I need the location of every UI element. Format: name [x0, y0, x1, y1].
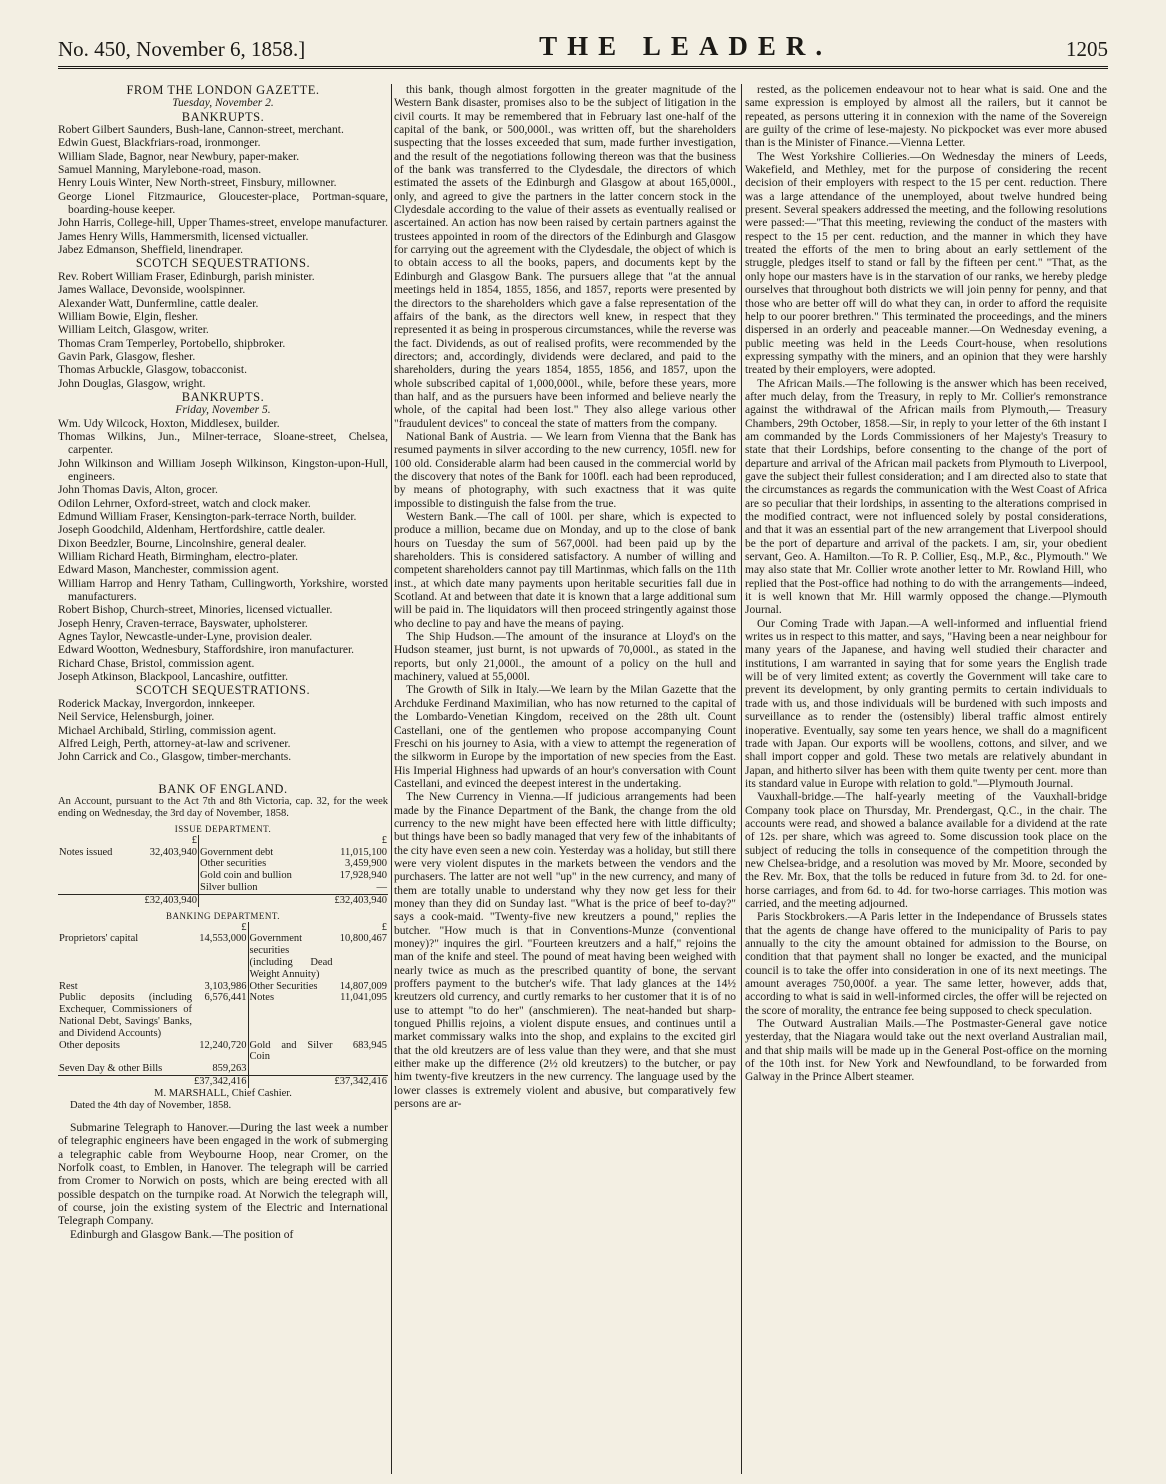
- gazette-entry: Neil Service, Helensburgh, joiner.: [58, 711, 215, 724]
- currency-symbol: £: [381, 921, 387, 933]
- gazette-entry: Rev. Robert William Fraser, Edinburgh, parish minister.: [58, 270, 315, 283]
- column-3-articles: [745, 84, 1107, 1085]
- account-value: 3,103,986: [204, 980, 247, 992]
- article-paragraph: Paris Stockbrokers.—A Paris letter in the Independance of Brussels states that the agents de change have offered to the municipality of Paris to pay annually to the city the amount obtained for admission to the Bourse, on condition that that payment shall no longer be exacted, and the municipal council is to take the offer into consideration in one of its next meetings. The amount averages 750,000f. a year. The same letter, however, adds that, according to what is said in well-informed circles, the offer will be rejected on the score of morality, the entrance fee being supposed to check speculation.: [745, 911, 1107, 1017]
- table-row: [58, 870, 388, 882]
- gazette-entry: Gavin Park, Glasgow, flesher.: [58, 350, 196, 363]
- article-paragraph: rested, as the policemen endeavour not to hear what is said. One and the same expression is employed by almost all the railers, but it cannot be repeated, as persons uttering it in connexion with the name of the Sovereign are guilty of the crime of lese-majesty. No pickpocket was ever more abused than is the Minister of Finance.—Vienna Letter.: [745, 84, 1107, 150]
- article-paragraph: Vauxhall-bridge.—The half-yearly meeting of the Vauxhall-bridge Company took place on Thursday, Mr. Prendergast, Q.C., in the chair. The accounts were read, and showed a balance available for a dividend at the rate of 12s. per share, which was agreed to. Some discussion took place on the subject of reducing the tolls in consequence of the competition through the new Chelsea-bridge, and a resolution was moved by Mr. Moore, seconded by the Rev. Mr. Box, that the tolls be reduced in future from 3d. to 2d. for one-horse carriages, and from 6d. to 4d. for two-horse carriages. This motion was carried, and the meeting adjourned.: [745, 791, 1107, 910]
- gazette-entry: Edward Mason, Manchester, commission agent.: [58, 564, 279, 577]
- gazette-entry: Edward Wootton, Wednesbury, Staffordshire, iron manufacturer.: [58, 644, 355, 657]
- gazette-entry: William Harrop and Henry Tatham, Cullingworth, Yorkshire, worsted manufacturers.: [58, 577, 388, 604]
- account-label: Notes: [248, 992, 333, 1039]
- table-row: [58, 858, 388, 870]
- scotch-list: [58, 271, 388, 391]
- spacer: [198, 894, 318, 906]
- article-paragraph: The Ship Hudson.—The amount of the insurance at Lloyd's on the Hudson steamer, just burnt, is not upwards of 70,000l., as stated in the reports, but only 21,000l., the amount of a policy on the hull and machinery, valued at 55,000l.: [394, 631, 736, 684]
- account-label: [248, 1063, 333, 1075]
- account-label: Rest: [59, 980, 78, 992]
- account-label: Public deposits (including Exchequer, Commissioners of National Debt, Savings' Banks, and Dividend Accounts): [59, 992, 193, 1039]
- total-row: [58, 1076, 388, 1088]
- article-paragraph: The West Yorkshire Collieries.—On Wednesday the miners of Leeds, Wakefield, and Methley, met for the purpose of considering the recent decision of their employers with respect to the 15 per cent. reduction. There was a large attendance of the unemployed, about twelve hundred being present. Several speakers addressed the meeting, and the following resolutions were passed:—"That this meeting, reviewing the conduct of the masters with respect to the 15 per cent. reduction, and the manner in which they have treated the efforts of the men to bring about an early settlement of the struggle, pledges itself to stand or fall by the fifteen per cent." "That, as the only hope our masters have is in the starvation of our ranks, we hereby pledge ourselves that throughout both districts we will join penny for penny, and that those who are better off will do what they can, in order to afford the requisite help to our poorer brethren." This terminated the proceedings, and the miners dispersed in an orderly and peaceable manner.—On Wednesday evening, a public meeting was held in the Leeds Court-house, when resolutions expressing sympathy with the miners, and an opinion that they were harshly treated by their employers, were adopted.: [745, 150, 1107, 377]
- page-number: 1205: [1066, 37, 1108, 61]
- table-row: [58, 882, 388, 894]
- gazette-entry: Robert Gilbert Saunders, Bush-lane, Cannon-street, merchant.: [58, 124, 344, 137]
- spacer: [58, 894, 128, 906]
- bankrupts-heading: BANKRUPTS.: [181, 389, 265, 404]
- account-value: 17,928,940: [339, 870, 387, 882]
- bank-of-england-heading: BANK OF ENGLAND.: [158, 781, 288, 796]
- article-paragraph: The Outward Australian Mails.—The Postmaster-General gave notice yesterday, that the Niagara would take out the next overland Australian mail, and that ship mails will be made up in the General Post-office on the morning of the 10th inst. for New York and Newfoundland, to be forwarded from Galway in the Prince Albert steamer.: [745, 1018, 1107, 1084]
- issue-department-table: [58, 835, 388, 907]
- gazette-entry: Samuel Manning, Marylebone-road, mason.: [58, 164, 262, 177]
- gazette-heading: FROM THE LONDON GAZETTE.: [126, 84, 320, 97]
- gazette-entry: Michael Archibald, Stirling, commission agent.: [58, 724, 277, 737]
- spacer: [198, 835, 318, 847]
- spacer: [248, 922, 333, 934]
- article-paragraph: Western Bank.—The call of 100l. per share, which is expected to produce a million, became due on Monday, and up to the close of bank hours on Tuesday the sum of 567,000l. had been paid up by the shareholders. This is considered satisfactory. A number of willing and competent shareholders cannot pay till Martinmas, which falls on the 11th inst., at which date many payments upon heritable securities fall due in Scotland. At and between that date it is known that a large additional sum will be paid in. The liquidators will then proceed stringently against those who decline to pay and have the means of paying.: [394, 511, 736, 630]
- gazette-date: Tuesday, November 2.: [172, 97, 274, 110]
- account-total: £32,403,940: [128, 894, 198, 906]
- account-value: 11,041,095: [340, 992, 387, 1004]
- gazette-entry: Alfred Leigh, Perth, attorney-at-law and scrivener.: [58, 737, 291, 750]
- column-rule: [391, 84, 392, 1474]
- gazette-entry: William Bowie, Elgin, flesher.: [58, 310, 199, 323]
- banking-department-table: [58, 922, 388, 1088]
- table-row: [58, 933, 388, 980]
- gazette-entry: William Leitch, Glasgow, writer.: [58, 324, 209, 337]
- currency-symbol: £: [241, 921, 247, 933]
- spacer: [58, 1076, 193, 1088]
- spacer: [248, 1076, 333, 1088]
- gazette-entry: Robert Bishop, Church-street, Minories, licensed victualler.: [58, 604, 333, 617]
- account-value: [128, 870, 198, 882]
- article-paragraph: National Bank of Austria. — We learn from Vienna that the Bank has resumed payments in silver according to the new currency, 105fl. new for 100 old. Considerable alarm had been caused in the commercial world by the discovery that notes of the Bank for 100fl. each had been reproduced, by means of photography, with such exactness that it was quite impossible to distinguish the false from the true.: [394, 430, 736, 510]
- account-value: [128, 882, 198, 894]
- scotch-list: [58, 698, 388, 765]
- gazette-entry: Edmund William Fraser, Kensington-park-terrace North, builder.: [58, 511, 357, 523]
- account-label: [58, 870, 128, 882]
- account-label: Seven Day & other Bills: [59, 1063, 163, 1075]
- account-value: 3,459,900: [345, 858, 387, 870]
- table-row: [58, 1063, 388, 1075]
- account-label: [58, 882, 128, 894]
- scotch-heading: SCOTCH SEQUESTRATIONS.: [135, 683, 311, 698]
- account-label: Government securities (including Dead Weight Annuity): [249, 933, 333, 980]
- account-label: Other securities: [198, 858, 318, 870]
- account-label: Proprietors' capital: [59, 933, 139, 945]
- gazette-entry: James Wallace, Devonside, woolspinner.: [58, 284, 246, 297]
- bankrupts-list: [58, 418, 388, 685]
- gazette-entry: John Harris, College-hill, Upper Thames-street, envelope manufacturer.: [58, 217, 388, 230]
- gazette-date: Friday, November 5.: [175, 404, 271, 417]
- page-header: [58, 26, 1108, 69]
- account-value: 14,553,000: [199, 933, 247, 945]
- account-value: 6,576,441: [204, 992, 247, 1004]
- gazette-entry: Henry Louis Winter, New North-street, Finsbury, millowner.: [58, 177, 337, 190]
- account-label: Gold coin and bullion: [198, 870, 318, 882]
- article-paragraph: The Growth of Silk in Italy.—We learn by the Milan Gazette that the Archduke Ferdinand Maximilian, who has now returned to the capital of the Lombardo-Venetian Kingdom, received on the 28th ult. Count Castellani, one of the gentlemen who propose accompanying Count Freschi on his journey to Asia, with a view to attempt the regeneration of the silkworm in Europe by the importation of new species from the East. His Imperial Highness had upwards of an hour's conversation with Count Castellani, and evinced the deepest interest in the undertaking.: [394, 684, 736, 790]
- article-paragraph: this bank, though almost forgotten in the greater magnitude of the Western Bank disaster, promises also to be the subject of litigation in the civil courts. It may be remembered that in February last one-half of the capital of the bank, or 500,000l., was written off, but the shareholders suspecting that the losses exceeded that sum, made further investigation, and the result of the negotiations following thereon was that the business of the bank was transferred to the Clydesdale, the directors of which estimated the assets of the Edinburgh and Glasgow at about 165,000l., only, and agreed to give the partners in the latter concern stock in the Clydesdale according to the value of their assets as eventually realised or ascertained. An action has now been raised by certain partners against the trustees appointed in room of the directors of the Edinburgh and Glasgow for carrying out the agreement with the Clydesdale, the object of which is to obtain access to all the books, papers, and documents kept by the Edinburgh and Glasgow Bank. The pursuers allege that "at the annual meetings held in 1854, 1855, 1856, and 1857, reports were presented by the directors to the shareholders which gave a false representation of the affairs of the bank, as the directors well knew, in respect that they represented it as being in prosperous circumstances, while the reverse was the fact. Dividends, as out of realised profits, were recommended by the directors; and, accordingly, dividends were declared, and paid to the shareholders, during the years 1854, 1855, 1856, and 1857, upon the whole subscribed capital of 1,000,000l., while, before these years, more than half, and as the pursuers have been informed and believe nearly the whole, of the capital had been lost." They also allege various other "fraudulent devices" to conceal the state of matters from the company.: [394, 84, 736, 430]
- account-label: Other deposits: [59, 1039, 120, 1051]
- gazette-entry: Wm. Udy Wilcock, Hoxton, Middlesex, builder.: [58, 417, 280, 430]
- gazette-entry: Odilon Lehrner, Oxford-street, watch and clock maker.: [58, 497, 311, 510]
- article-submarine-telegraph: Submarine Telegraph to Hanover.—During the last week a number of telegraphic engineers have been engaged in the work of submerging a telegraphic cable from Weybourne Hoop, near Cromer, on the Norfolk coast, to Emblen, in Hanover. The telegraph will be carried from Cromer to Norwich on posts, which are being erected with all possible despatch on the turnpike road. At Norwich the telegraph will, of course, join the existing system of the Electric and International Telegraph Company.: [58, 1121, 388, 1228]
- total-row: [58, 894, 388, 906]
- account-label: Notes issued: [59, 846, 113, 858]
- account-total: £37,342,416: [194, 1076, 247, 1088]
- account-value: 14,807,009: [339, 980, 387, 992]
- column-rule: [741, 84, 742, 1474]
- account-label: Gold and Silver Coin: [249, 1039, 333, 1063]
- gazette-entry: Agnes Taylor, Newcastle-under-Lyne, provision dealer.: [58, 631, 313, 644]
- column-2-articles: [394, 84, 736, 1111]
- gazette-entry: James Henry Wills, Hammersmith, licensed victualler.: [58, 230, 309, 243]
- banking-department-heading: BANKING DEPARTMENT.: [166, 910, 280, 921]
- dated-line: Dated the 4th day of November, 1858.: [70, 1099, 232, 1111]
- spacer: [58, 835, 128, 847]
- account-label: Silver bullion: [198, 882, 318, 894]
- account-value: 10,800,467: [339, 933, 387, 945]
- gazette-entry: Joseph Henry, Craven-terrace, Bayswater, upholsterer.: [58, 617, 308, 630]
- gazette-entry: Joseph Goodchild, Aldenham, Hertfordshire, cattle dealer.: [58, 524, 326, 537]
- gazette-entry: George Lionel Fitzmaurice, Gloucester-place, Portman-square, boarding-house keeper.: [58, 190, 388, 217]
- gazette-entry: Alexander Watt, Dunfermline, cattle dealer.: [58, 297, 259, 310]
- account-total: £37,342,416: [334, 1076, 387, 1088]
- gazette-entry: William Richard Heath, Birmingham, electro-plater.: [58, 551, 299, 564]
- account-value: 859,263: [212, 1063, 247, 1075]
- bank-account-intro: An Account, pursuant to the Act 7th and 8th Victoria, cap. 32, for the week ending on Wednesday, the 3rd day of November, 1858.: [58, 795, 388, 819]
- table-row: [58, 1040, 388, 1064]
- account-total: £32,403,940: [319, 894, 388, 906]
- issue-department-heading: ISSUE DEPARTMENT.: [174, 823, 272, 834]
- spacer: [58, 922, 193, 934]
- gazette-entry: John Wilkinson and William Joseph Wilkinson, Kingston-upon-Hull, engineers.: [58, 457, 388, 483]
- gazette-entry: John Thomas Davis, Alton, grocer.: [58, 484, 218, 497]
- gazette-entry: William Slade, Bagnor, near Newbury, paper-maker.: [58, 150, 300, 163]
- gazette-entry: Edwin Guest, Blackfriars-road, ironmonger.: [58, 137, 261, 150]
- table-row: [58, 981, 388, 993]
- account-label: [58, 858, 128, 870]
- account-value: 12,240,720: [199, 1039, 247, 1051]
- gazette-entry: John Carrick and Co., Glasgow, timber-merchants.: [58, 751, 292, 764]
- account-value: 32,403,940: [149, 846, 197, 858]
- gazette-entry: Thomas Cram Temperley, Portobello, shipbroker.: [58, 337, 286, 350]
- cashier-signature: M. MARSHALL, Chief Cashier.: [154, 1087, 292, 1099]
- gazette-entry: John Douglas, Glasgow, wright.: [58, 377, 206, 390]
- article-edinburgh-glasgow-bank: Edinburgh and Glasgow Bank.—The position of: [70, 1228, 294, 1241]
- account-value: 683,945: [352, 1039, 387, 1051]
- account-label: Other Securities: [248, 981, 333, 993]
- gazette-entry: Joseph Atkinson, Blackpool, Lancashire, outfitter.: [58, 671, 288, 684]
- column-3: [745, 84, 1107, 1474]
- column-2: [394, 84, 736, 1474]
- gazette-entry: Dixon Beedzler, Bourne, Lincolnshire, general dealer.: [58, 537, 307, 550]
- scotch-heading: SCOTCH SEQUESTRATIONS.: [135, 256, 311, 271]
- account-value: 11,015,100: [340, 846, 387, 858]
- account-value: [333, 1063, 388, 1075]
- gazette-entry: Jabez Edmanson, Sheffield, linendraper.: [58, 244, 244, 257]
- bankrupts-heading: BANKRUPTS.: [181, 109, 265, 124]
- account-label: Government debt: [198, 847, 318, 859]
- gazette-entry: Thomas Wilkins, Jun., Milner-terrace, Sloane-street, Chelsea, carpenter.: [58, 430, 388, 457]
- account-value: [128, 858, 198, 870]
- gazette-entry: Thomas Arbuckle, Glasgow, tobacconist.: [58, 364, 247, 377]
- currency-symbol: £: [191, 834, 197, 846]
- article-paragraph: Our Coming Trade with Japan.—A well-informed and influential friend writes us in respect to this matter, and says, "Having been a near neighbour for many years of the Japanese, and having well studied their character and institutions, I am warranted in saying that for some years the English trade will be of very limited extent; as covertly the Government will take care to prevent its development, by only granting permits to certain individuals to trade with us, and those individuals will be burdened with such imposts and surveillance as to render the (ostensibly) liberal traffic almost entirely inoperative. Eventually, say some ten years hence, we shall do a magnificent trade with Japan. Our exports will be woollens, cottons, and silver, and we shall import copper and gold. These two metals are relatively abundant in Japan, and hitherto silver has been with them quite twenty per cent. more than its standard value in Europe with relation to gold."—Plymouth Journal.: [745, 617, 1107, 790]
- article-paragraph: The New Currency in Vienna.—If judicious arrangements had been made by the Finance Department of the Bank, the change from the old currency to the new might have been effected here with little difficulty; but things have been so badly managed that very few of the inhabitants of the city have even seen a new coin. Yesterday was a holiday, but still there were very violent disputes in the markets between the vendors and the purchasers. The latter are not well "up" in the new currency, and many of them are totally unable to understand why they now get less for their money than they did on Sunday last. "What is the price of beef to-day?" says a cook-maid. "Twenty-five new kreutzers a pound," replies the butcher. "How much is that in Conventions-Munze (conventional money)?" inquires the girl. "Fourteen kreutzers and a half," rejoins the man of the knife and steel. The pound of meat having been weighed with nearly twice as much as the prescribed quantity of bone, the servant proffers payment to the butcher's wife. That lady glances at the 14½ kreutzers old currency, and curtly remarks to her customer that it is of no use to attempt "to do her" (anschmieren). The neat-handed but sharp-tongued Phillis rejoins, a violent dispute ensues, and continues until a market commissary walks into the shop, and explains to the excited girl that the old kreutzers are of less value than they were, and that she must either make up the difference (2½ old kreutzers) to the butcher, or pay him twenty-five kreutzers in the new currency. The language used by the lower classes is extremely violent and abusive, but comparatively few persons are ar-: [394, 791, 736, 1111]
- column-1: [58, 84, 388, 1474]
- table-row: [58, 992, 388, 1039]
- gazette-entry: Roderick Mackay, Invergordon, innkeeper.: [58, 697, 256, 710]
- bankrupts-list: [58, 124, 388, 257]
- table-row: [58, 847, 388, 859]
- article-paragraph: The African Mails.—The following is the answer which has been received, after much delay, from the Treasury, in reply to Mr. Collier's remonstrance against the withdrawal of the African mails from Plymouth,— Treasury Chambers, 29th October, 1858.—Sir, in reply to your letter of the 6th instant I am commanded by the Lords Commissioners of her Majesty's Treasury to state that their Lordships, before consenting to the change of the port of departure and arrival of the African mail packets from Plymouth to Liverpool, gave the subject their fullest consideration; and I am directed also to state that the circumstances as regards the communication with the West Coast of Africa are so peculiar that their lordships, in assenting to the alterations comprised in the modified contract, were not influenced solely by postal considerations, and that it was an essential part of the new arrangement that Liverpool should be the port of departure and arrival of the packets. I am, sir, your obedient servant, Geo. A. Hamilton.—To R. P. Collier, Esq., M.P., &c., Plymouth." We may also state that Mr. Collier wrote another letter to Mr. Rowland Hill, who replied that the Post-office had nothing to do with the arrangements—indeed, it is well known that Mr. Hill warmly opposed the change.—Plymouth Journal.: [745, 377, 1107, 617]
- currency-symbol: £: [381, 834, 387, 846]
- gazette-entry: Richard Chase, Bristol, commission agent.: [58, 657, 255, 670]
- account-value: —: [376, 882, 387, 894]
- newspaper-title: THE LEADER.: [539, 31, 833, 61]
- issue-date: No. 450, November 6, 1858.]: [58, 37, 306, 61]
